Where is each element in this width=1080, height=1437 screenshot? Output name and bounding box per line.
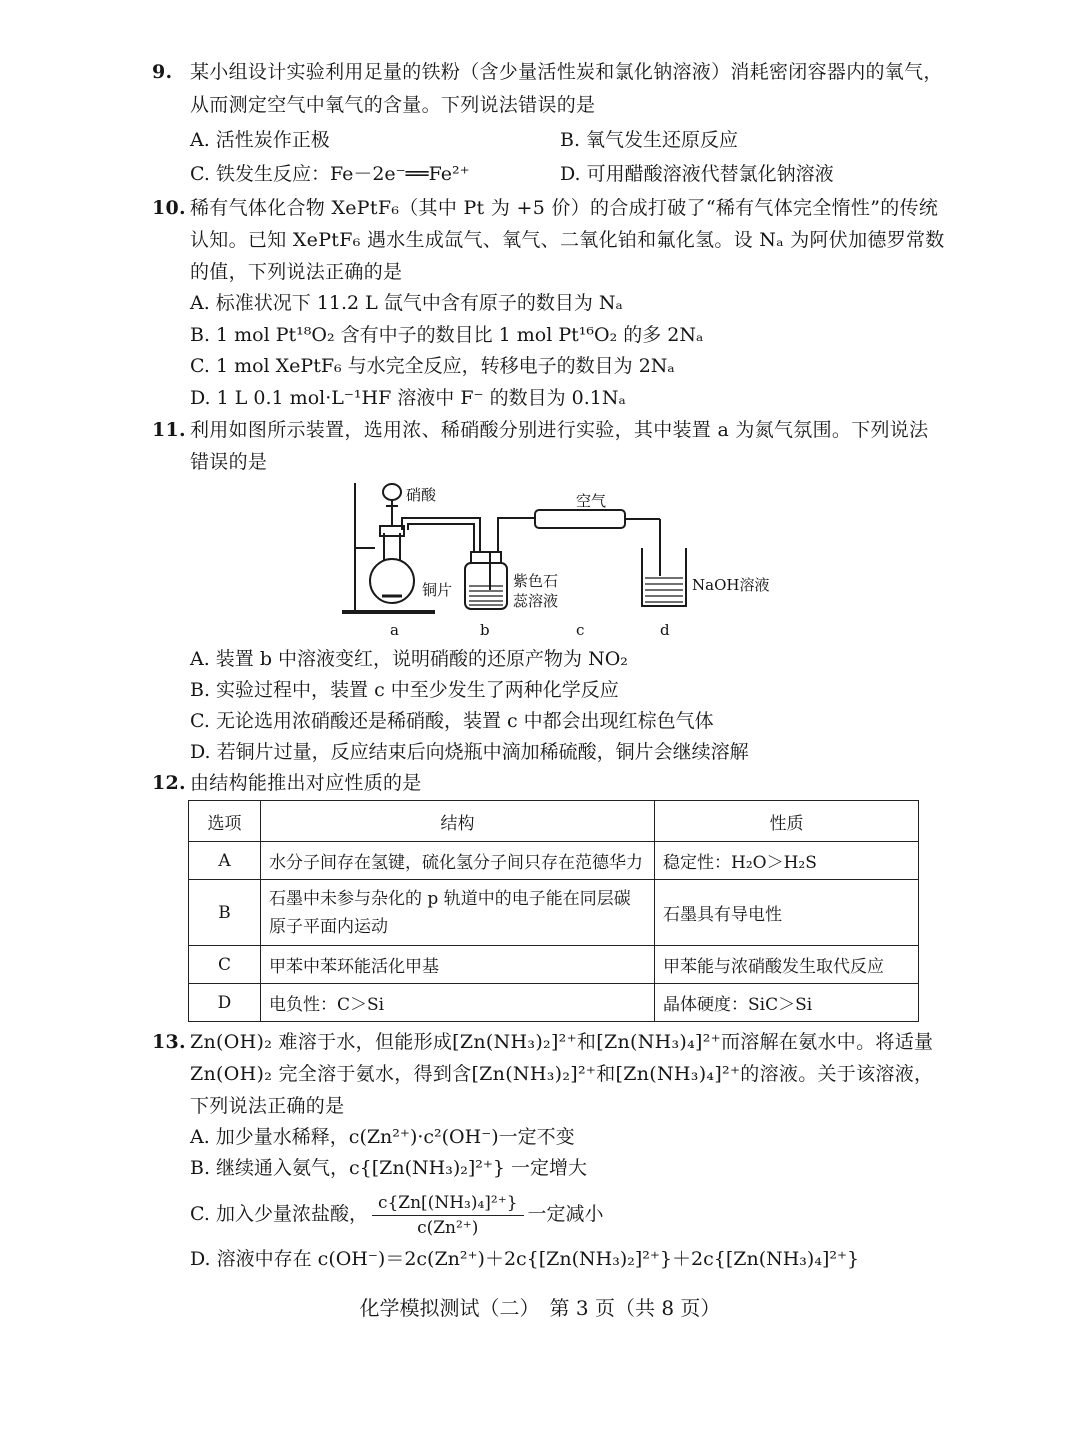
label-a: a xyxy=(390,621,399,639)
header-option: 选项 xyxy=(189,801,261,842)
q10-option-b: B. 1 mol Pt¹⁸O₂ 含有中子的数目比 1 mol Pt¹⁶O₂ 的多 2Nₐ xyxy=(190,324,704,346)
q10-option-a: A. 标准状况下 11.2 L 氙气中含有原子的数目为 Nₐ xyxy=(190,292,623,314)
row-property: 石墨具有导电性 xyxy=(655,880,919,946)
q9-option-d: D. 可用醋酸溶液代替氯化钠溶液 xyxy=(560,163,834,185)
label-air: 空气 xyxy=(576,492,607,510)
q9-option-c: C. 铁发生反应：Fe－2e⁻══Fe²⁺ xyxy=(190,163,470,185)
row-option: D xyxy=(189,984,261,1022)
table-row xyxy=(189,984,919,1022)
fraction-numerator: c{Zn[(NH₃)₄]²⁺} xyxy=(372,1191,524,1216)
q10-number: 10. xyxy=(152,197,186,219)
label-litmus-1: 紫色石 xyxy=(513,572,559,590)
tube-c xyxy=(535,510,625,528)
row-property: 稳定性：H₂O＞H₂S xyxy=(655,842,919,880)
header-structure: 结构 xyxy=(261,801,655,842)
table-header-row xyxy=(189,801,919,842)
row-property: 甲苯能与浓硝酸发生取代反应 xyxy=(655,946,919,984)
q13-stem-line3: 下列说法正确的是 xyxy=(190,1095,345,1117)
q13-stem-line1: Zn(OH)₂ 难溶于水，但能形成[Zn(NH₃)₂]²⁺和[Zn(NH₃)₄]²⁺而溶解在氨水中。将适量 xyxy=(190,1031,934,1053)
q11-option-c: C. 无论选用浓硝酸还是稀硝酸，装置 c 中都会出现红棕色气体 xyxy=(190,710,714,732)
table-row xyxy=(189,880,919,946)
label-b: b xyxy=(480,621,490,639)
page-footer: 化学模拟测试（二） 第 3 页（共 8 页） xyxy=(359,1296,721,1320)
q11-option-b: B. 实验过程中，装置 c 中至少发生了两种化学反应 xyxy=(190,679,619,701)
q12-stem: 由结构能推出对应性质的是 xyxy=(190,772,422,794)
label-c: c xyxy=(576,621,585,639)
q11-stem-line2: 错误的是 xyxy=(190,451,268,473)
q11-option-a: A. 装置 b 中溶液变红，说明硝酸的还原产物为 NO₂ xyxy=(190,648,628,670)
q11-option-d: D. 若铜片过量，反应结束后向烧瓶中滴加稀硫酸，铜片会继续溶解 xyxy=(190,741,749,763)
row-structure: 甲苯中苯环能活化甲基 xyxy=(261,946,655,984)
row-property: 晶体硬度：SiC＞Si xyxy=(655,984,919,1022)
label-copper: 铜片 xyxy=(422,581,453,599)
label-acid: 硝酸 xyxy=(406,486,437,504)
table-row xyxy=(189,842,919,880)
q12-number: 12. xyxy=(152,772,186,794)
apparatus-diagram xyxy=(330,478,790,643)
dropping-funnel xyxy=(383,484,401,500)
q13-option-b: B. 继续通入氨气，c{[Zn(NH₃)₂]²⁺} 一定增大 xyxy=(190,1157,588,1179)
q13-option-d: D. 溶液中存在 c(OH⁻)＝2c(Zn²⁺)＋2c{[Zn(NH₃)₂]²⁺}＋2c{[Zn(NH₃)₄]²⁺} xyxy=(190,1248,860,1270)
q13-option-c xyxy=(190,1186,604,1242)
q9-option-b: B. 氧气发生还原反应 xyxy=(560,129,739,151)
fraction-denominator: c(Zn²⁺) xyxy=(417,1217,479,1238)
label-naoh: NaOH溶液 xyxy=(692,576,770,594)
row-option: B xyxy=(189,880,261,946)
row-structure: 水分子间存在氢键，硫化氢分子间只存在范德华力 xyxy=(261,842,655,880)
table-row xyxy=(189,946,919,984)
header-property: 性质 xyxy=(655,801,919,842)
q11-stem-line1: 利用如图所示装置，选用浓、稀硝酸分别进行实验，其中装置 a 为氮气氛围。下列说法 xyxy=(190,419,929,441)
q10-stem-line3: 的值，下列说法正确的是 xyxy=(190,261,403,283)
q11-number: 11. xyxy=(152,419,186,441)
q9-stem-line1: 某小组设计实验利用足量的铁粉（含少量活性炭和氯化钠溶液）消耗密闭容器内的氧气， xyxy=(190,61,943,83)
q13-option-c-prefix: C. 加入少量浓盐酸， xyxy=(190,1203,368,1225)
q10-option-c: C. 1 mol XePtF₆ 与水完全反应，转移电子的数目为 2Nₐ xyxy=(190,355,675,377)
q13-option-a: A. 加少量水稀释，c(Zn²⁺)·c²(OH⁻)一定不变 xyxy=(190,1126,575,1148)
row-structure: 电负性：C＞Si xyxy=(261,984,655,1022)
q10-option-d: D. 1 L 0.1 mol·L⁻¹HF 溶液中 F⁻ 的数目为 0.1Nₐ xyxy=(190,387,626,409)
q13-stem-line2: Zn(OH)₂ 完全溶于氨水，得到含[Zn(NH₃)₂]²⁺和[Zn(NH₃)₄]²⁺的溶液。关于该溶液， xyxy=(190,1063,934,1085)
q9-number: 9. xyxy=(152,61,173,83)
label-litmus-2: 蕊溶液 xyxy=(513,592,559,610)
q9-stem-line2: 从而测定空气中氧气的含量。下列说法错误的是 xyxy=(190,94,596,116)
row-structure: 石墨中未参与杂化的 p 轨道中的电子能在同层碳原子平面内运动 xyxy=(261,880,655,946)
q13-number: 13. xyxy=(152,1031,186,1053)
beaker-d xyxy=(642,548,686,606)
q10-stem-line2: 认知。已知 XePtF₆ 遇水生成氙气、氧气、二氧化铂和氟化氢。设 Nₐ 为阿伏加德罗常数 xyxy=(190,229,945,251)
q9-option-a: A. 活性炭作正极 xyxy=(190,129,330,151)
q10-stem-line1: 稀有气体化合物 XePtF₆（其中 Pt 为 +5 价）的合成打破了“稀有气体完全惰性”的传统 xyxy=(190,197,939,219)
q12-table xyxy=(188,800,919,1022)
row-option: C xyxy=(189,946,261,984)
label-d: d xyxy=(660,621,670,639)
q13-fraction xyxy=(372,1191,524,1240)
row-option: A xyxy=(189,842,261,880)
q13-option-c-suffix: 一定减小 xyxy=(527,1203,604,1225)
